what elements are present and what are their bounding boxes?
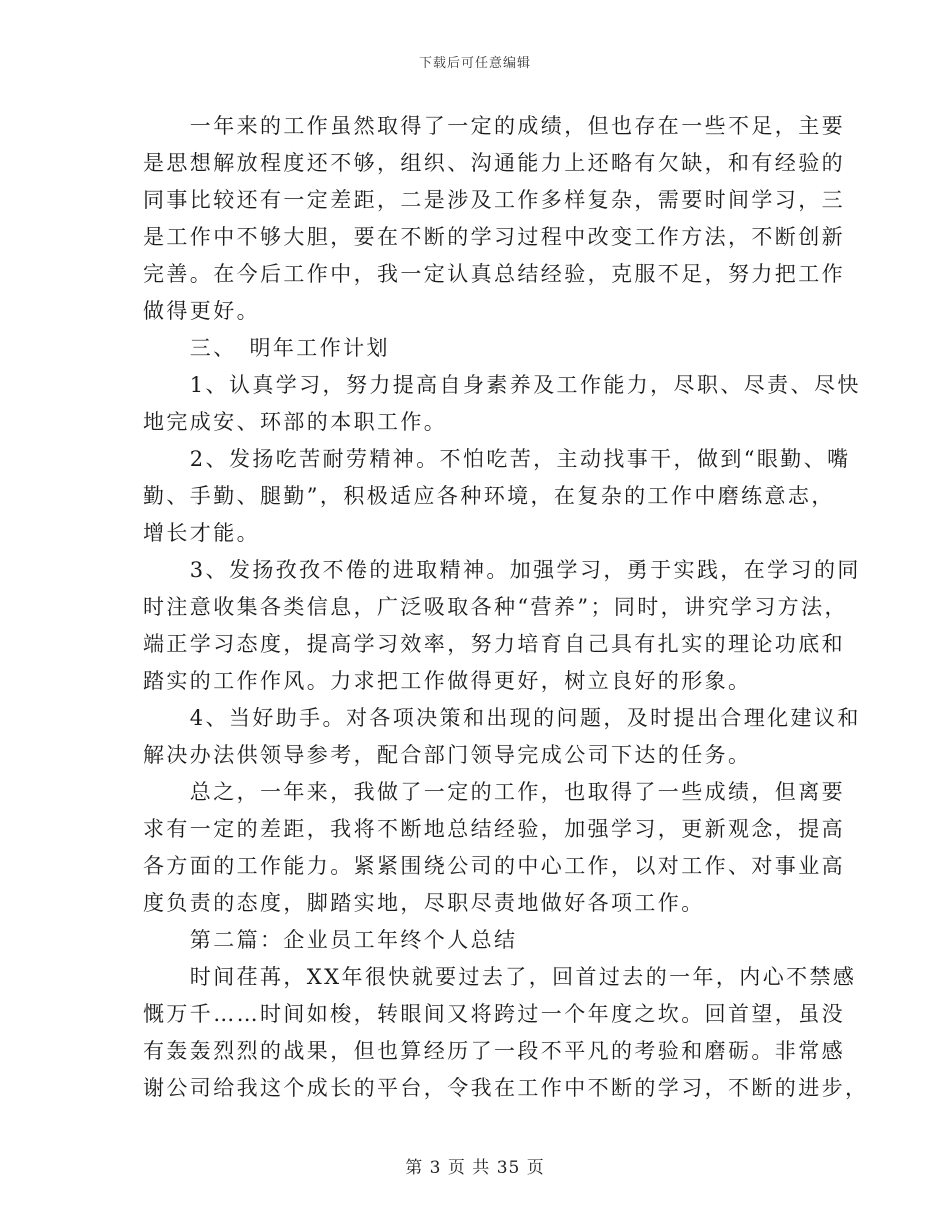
text-line: 慨万千……时间如梭，转眼间又将跨过一个年度之坎。回首望，虽没 [143, 1002, 845, 1026]
text-line: 是思想解放程度还不够，组织、沟通能力上还略有欠缺，和有经验的 [143, 151, 845, 175]
text-line: 度负责的态度，脚踏实地，尽职尽责地做好各项工作。 [143, 891, 705, 915]
text-line: 端正学习态度，提高学习效率，努力培育自己具有扎实的理论功底和 [143, 632, 845, 656]
text-line: 同事比较还有一定差距，二是涉及工作多样复杂，需要时间学习，三 [143, 188, 845, 212]
page-header: 下载后可任意编辑 [418, 56, 531, 71]
text-line: 完善。在今后工作中，我一定认真总结经验，克服不足，努力把工作 [143, 262, 845, 286]
text-line: 总之，一年来，我做了一定的工作，也取得了一些成绩，但离要 [143, 780, 845, 804]
text-line: 踏实的工作作风。力求把工作做得更好，树立良好的形象。 [143, 669, 752, 693]
text-line: 地完成安、环部的本职工作。 [143, 410, 448, 434]
section-heading: 三、 明年工作计划 [143, 336, 390, 360]
text-line: 时间荏苒，XX年很快就要过去了，回首过去的一年，内心不禁感 [143, 965, 857, 989]
text-line: 1、认真学习，努力提高自身素养及工作能力，尽职、尽责、尽快 [143, 373, 861, 397]
text-line: 做得更好。 [143, 299, 260, 323]
section-heading: 第二篇：企业员工年终个人总结 [143, 928, 518, 952]
text-line: 是工作中不够大胆，要在不断的学习过程中改变工作方法，不断创新 [143, 225, 845, 249]
text-line: 解决办法供领导参考，配合部门领导完成公司下达的任务。 [143, 743, 752, 767]
text-line: 时注意收集各类信息，广泛吸取各种“营养”；同时，讲究学习方法， [143, 595, 848, 619]
text-line: 增长才能。 [143, 521, 260, 545]
text-line: 各方面的工作能力。紧紧围绕公司的中心工作，以对工作、对事业高 [143, 854, 845, 878]
page-footer: 第 3 页 共 35 页 [405, 1158, 545, 1178]
text-line: 有轰轰烈烈的战果，但也算经历了一段不平凡的考验和磨砺。非常感 [143, 1039, 845, 1063]
text-line: 2、发扬吃苦耐劳精神。不怕吃苦，主动找事干，做到“眼勤、嘴 [143, 447, 851, 471]
text-line: 谢公司给我这个成长的平台，令我在工作中不断的学习，不断的进步， [143, 1076, 869, 1100]
text-line: 3、发扬孜孜不倦的进取精神。加强学习，勇于实践，在学习的同 [143, 558, 861, 582]
text-line: 求有一定的差距，我将不断地总结经验，加强学习，更新观念，提高 [143, 817, 845, 841]
text-line: 勤、手勤、腿勤”，积极适应各种环境，在复杂的工作中磨练意志， [143, 484, 835, 508]
text-line: 一年来的工作虽然取得了一定的成绩，但也存在一些不足，主要 [143, 114, 845, 138]
text-line: 4、当好助手。对各项决策和出现的问题，及时提出合理化建议和 [143, 706, 861, 730]
